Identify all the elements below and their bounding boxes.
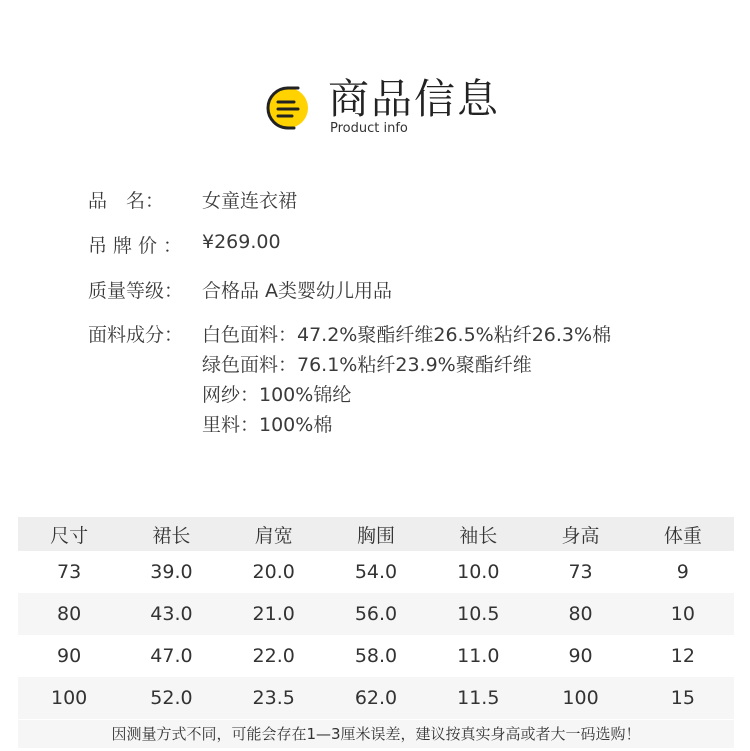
table-header-row	[18, 517, 734, 551]
table-cell: 56.0	[354, 603, 398, 625]
table-cell: 54.0	[354, 561, 398, 583]
table-cell: 100	[51, 687, 88, 709]
table-cell: 80	[568, 603, 593, 625]
table-cell: 9	[676, 561, 689, 583]
table-cell: 12	[670, 645, 695, 667]
table-cell: 21.0	[252, 603, 295, 625]
fabric-list	[202, 320, 662, 440]
column-header: 袖长	[459, 524, 498, 547]
column-header: 体重	[663, 524, 702, 547]
fabric-label: 面料成分：	[88, 324, 184, 346]
table-cell: 47.0	[150, 645, 193, 667]
table-cell: 52.0	[150, 687, 193, 709]
table-cell: 11.0	[457, 645, 500, 667]
grade-label: 质量等级：	[88, 280, 184, 302]
table-cell: 39.0	[150, 561, 193, 583]
section-header	[264, 74, 524, 144]
table-cell: 90	[568, 645, 593, 667]
column-header: 肩宽	[254, 524, 293, 547]
fabric-line: 网纱：100%锦纶	[202, 384, 352, 406]
table-row	[18, 677, 734, 719]
price-label: 吊牌价：	[88, 235, 189, 257]
fabric-line: 白色面料：47.2%聚酯纤维26.5%粘纤26.3%棉	[202, 324, 612, 346]
table-cell: 43.0	[150, 603, 193, 625]
table-cell: 22.0	[252, 645, 295, 667]
table-row	[18, 635, 734, 677]
column-header: 尺寸	[50, 524, 89, 547]
name-value: 女童连衣裙	[202, 190, 298, 212]
page-subtitle: Product info	[330, 121, 408, 136]
name-label: 品 名：	[88, 190, 165, 212]
table-cell: 73	[568, 561, 593, 583]
table-cell: 23.5	[252, 687, 295, 709]
fabric-line: 里料：100%棉	[202, 414, 333, 436]
table-cell: 73	[57, 561, 82, 583]
column-header: 身高	[561, 524, 600, 547]
table-cell: 20.0	[252, 561, 295, 583]
page-title: 商品信息	[328, 75, 500, 123]
table-row	[18, 551, 734, 593]
column-header: 胸围	[356, 524, 395, 547]
table-cell: 58.0	[354, 645, 398, 667]
table-cell: 10	[670, 603, 695, 625]
table-cell: 80	[57, 603, 82, 625]
table-cell: 15	[670, 687, 695, 709]
document-icon	[264, 84, 312, 132]
size-table	[18, 517, 734, 719]
column-header: 裙长	[152, 524, 191, 547]
grade-value: 合格品 A类婴幼儿用品	[202, 280, 393, 302]
fabric-line: 绿色面料：76.1%粘纤23.9%聚酯纤维	[202, 354, 532, 376]
price-value: ¥269.00	[202, 231, 281, 253]
table-cell: 90	[57, 645, 82, 667]
table-cell: 10.5	[457, 603, 500, 625]
table-cell: 11.5	[457, 687, 500, 709]
table-cell: 62.0	[354, 687, 398, 709]
table-cell: 10.0	[457, 561, 500, 583]
measurement-note: 因测量方式不同，可能会存在1—3厘米误差，建议按真实身高或者大一码选购！	[18, 720, 734, 748]
table-row	[18, 593, 734, 635]
table-cell: 100	[562, 687, 599, 709]
